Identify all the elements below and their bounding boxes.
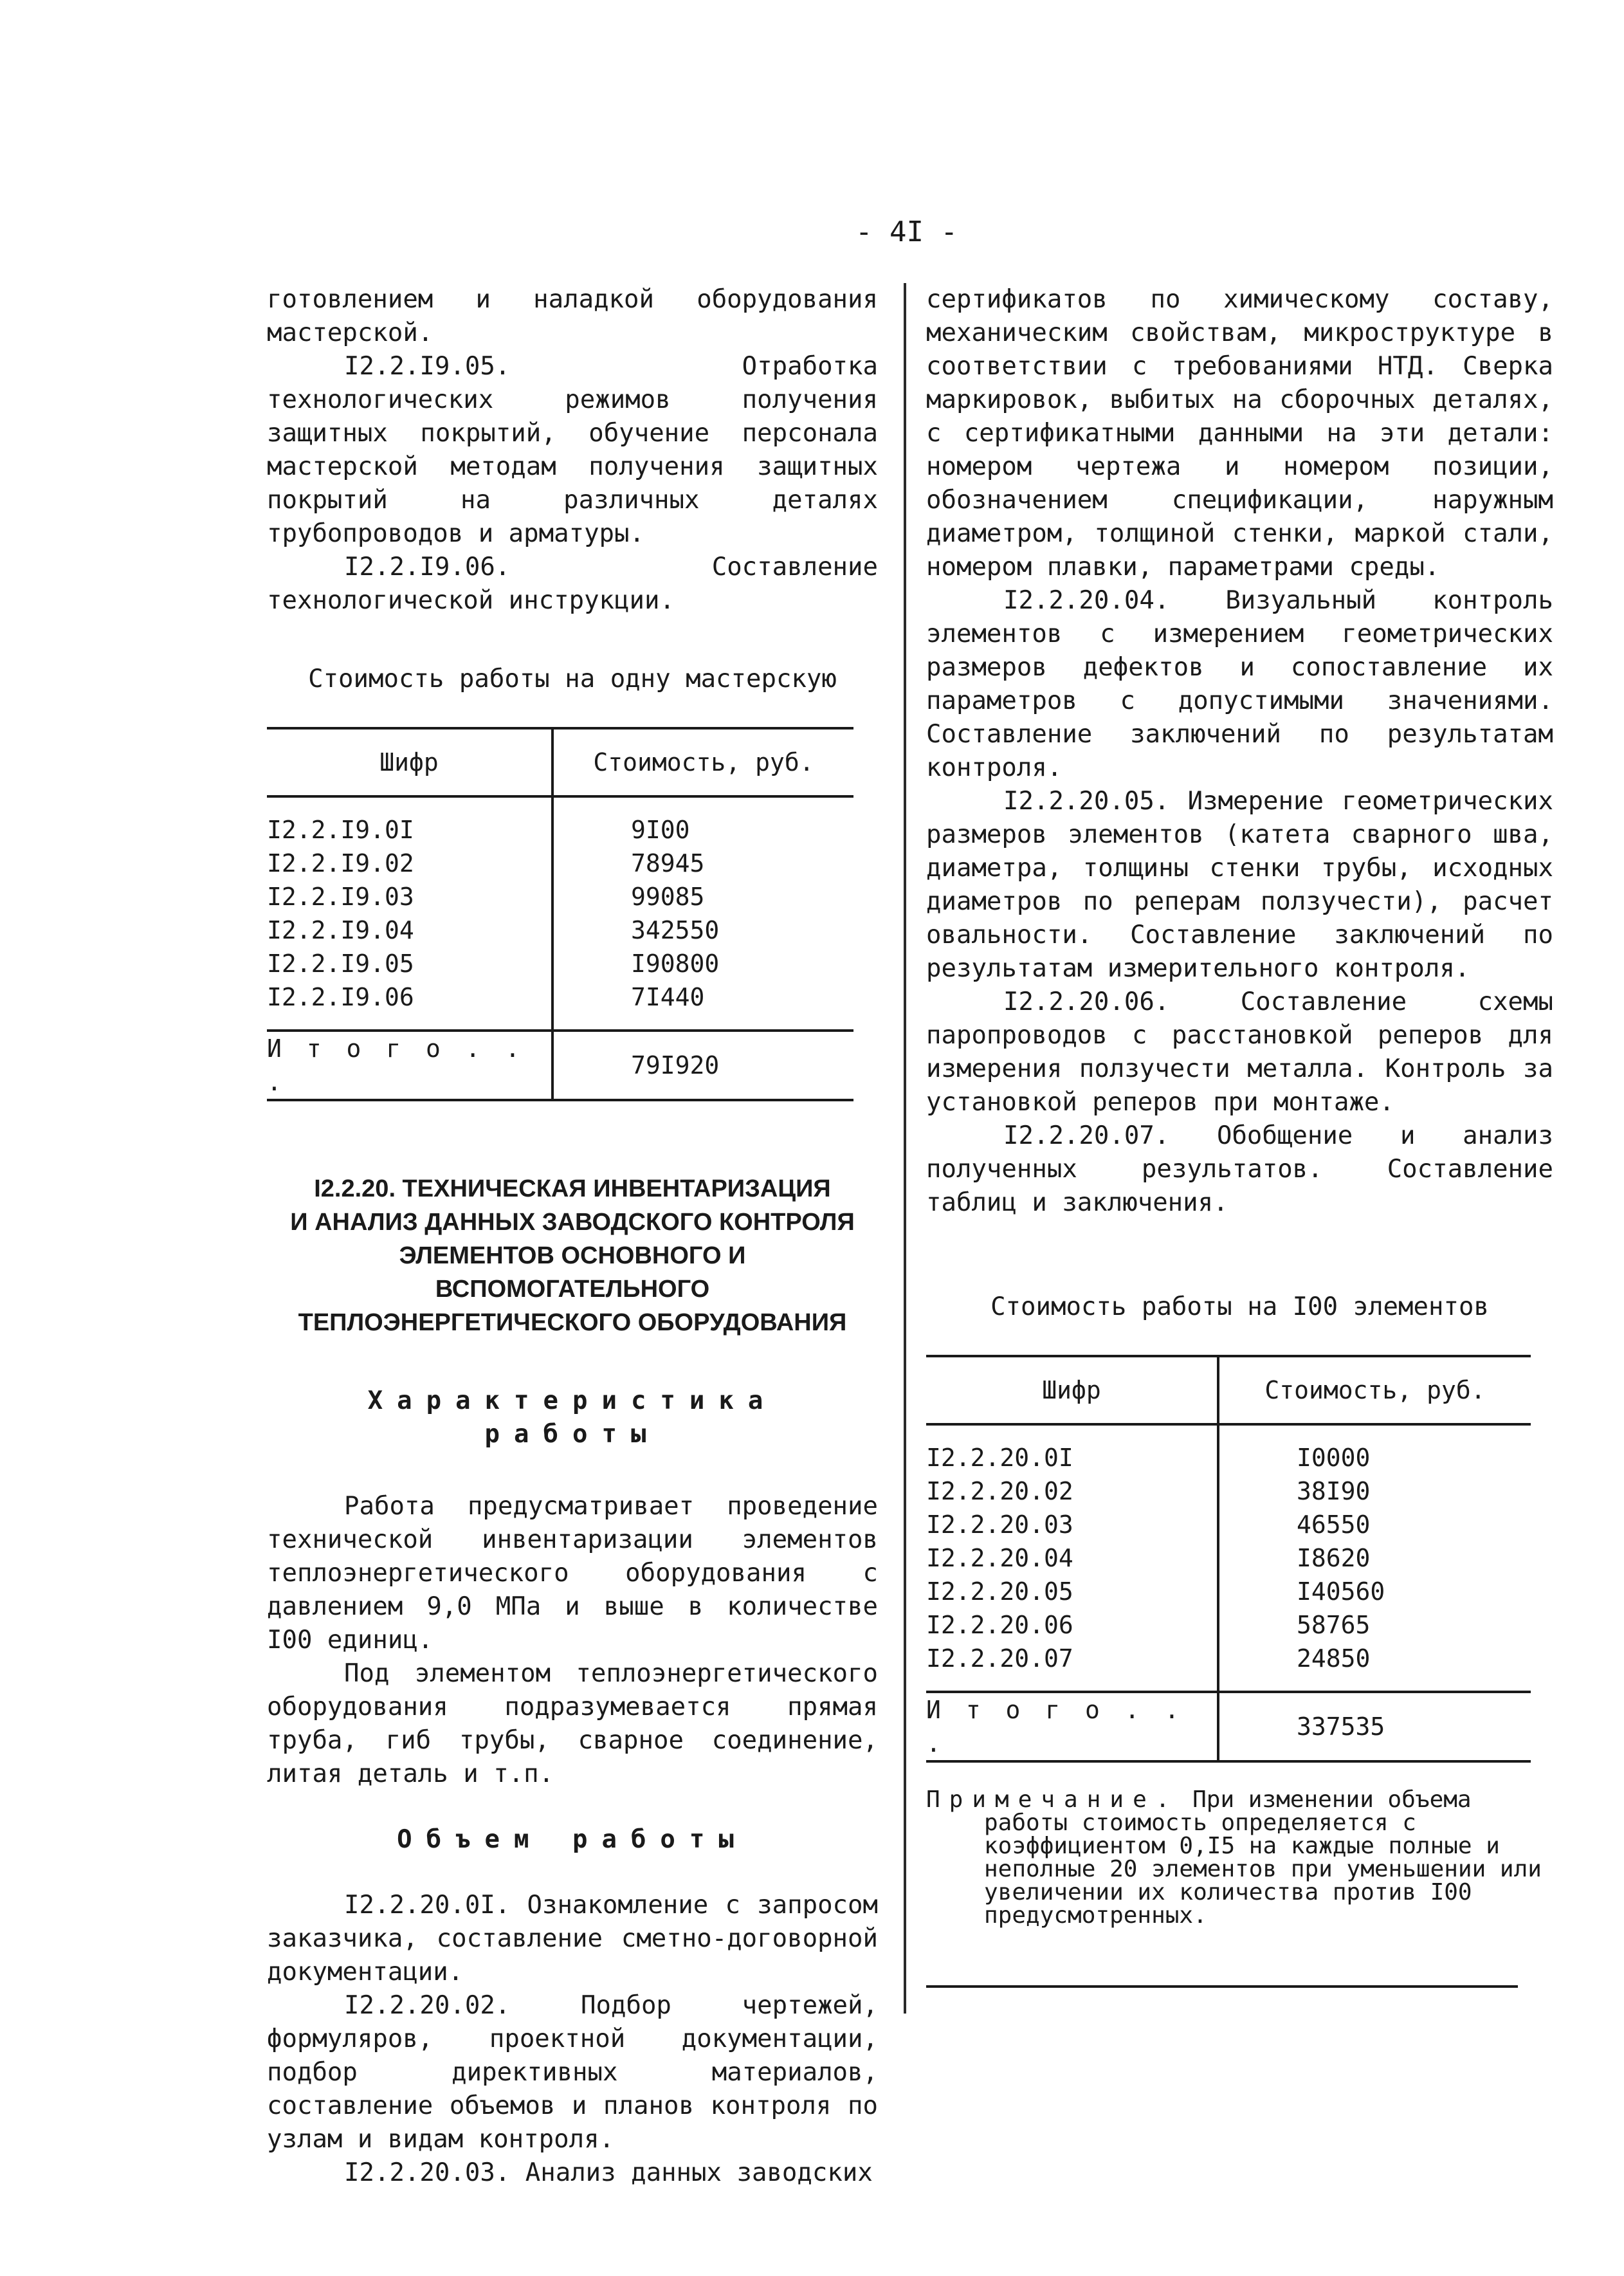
- table-caption: Стоимость работы на I00 элементов: [990, 1292, 1489, 1321]
- table-total-label: И т о г о . . .: [926, 1692, 1218, 1761]
- table-row: [926, 1474, 1531, 1508]
- table-row: [267, 847, 853, 880]
- paragraph: I2.2.20.07. Обобщение и анализ полученных результатов. Составление таблиц и заключения.: [926, 1121, 1553, 1217]
- paragraph: Под элементом теплоэнергетического оборудования подразумевается прямая труба, гиб трубы, сварное соединение, литая деталь и т.п.: [267, 1659, 878, 1788]
- paragraph: I2.2.I9.05. Отработка технологических режимов получения защитных покрытий, обучение персонала мастерской методам получения защитных покрытий на различных деталях трубопроводов и арматуры.: [267, 352, 878, 548]
- table-cell-code: I2.2.I9.0I: [267, 816, 414, 844]
- cost-table-workshop: [267, 727, 853, 1101]
- section-heading-line: ТЕПЛОЭНЕРГЕТИЧЕСКОГО ОБОРУДОВАНИЯ: [298, 1309, 847, 1336]
- table-cell-code: I2.2.20.03: [926, 1510, 1073, 1539]
- section-heading-line: И АНАЛИЗ ДАННЫХ ЗАВОДСКОГО КОНТРОЛЯ: [290, 1209, 855, 1236]
- cost-table-elements: [926, 1355, 1531, 1763]
- table-caption: Стоимость работы на одну мастерскую: [308, 665, 837, 693]
- section-heading-line: I2.2.20. ТЕХНИЧЕСКАЯ ИНВЕНТАРИЗАЦИЯ: [314, 1175, 831, 1202]
- table-cell-code: I2.2.I9.05: [267, 950, 414, 978]
- closing-rule: [926, 1985, 1518, 1988]
- paragraph: I2.2.20.06. Составление схемы паропроводов с расстановкой реперов для измерения ползучести металла. Контроль за установкой реперов при монтаже.: [926, 987, 1553, 1117]
- table-cell-cost: 9I00: [552, 796, 853, 847]
- table-total-value: 79I920: [552, 1031, 853, 1100]
- table-cell-code: I2.2.20.07: [926, 1644, 1073, 1673]
- table-cell-cost: 7I440: [552, 980, 853, 1031]
- table-row: [267, 913, 853, 947]
- table-cell-cost: 38I90: [1218, 1474, 1531, 1508]
- table-cell-code: I2.2.I9.06: [267, 983, 414, 1011]
- paragraph: I2.2.20.05. Измерение геометрических размеров элементов (катета сварного шва, диаметра, толщины стенки трубы, исходных диаметров по реперам ползучести), расчет овальности. Составление заключений по результатам измерительного контроля.: [926, 787, 1553, 983]
- subheading-volume: Объем работы: [397, 1825, 748, 1854]
- table-cell-cost: 24850: [1218, 1642, 1531, 1692]
- paragraph: I2.2.I9.06. Составление технологической инструкции.: [267, 553, 878, 615]
- paragraph: I2.2.20.0I. Ознакомление с запросом заказчика, составление сметно-договорной документации.: [267, 1891, 878, 1987]
- table-cell-cost: I90800: [552, 947, 853, 980]
- table-cell-code: I2.2.20.02: [926, 1477, 1073, 1505]
- table-cell-cost: 58765: [1218, 1608, 1531, 1642]
- table-header-code: Шифр: [926, 1356, 1218, 1424]
- table-cell-cost: I8620: [1218, 1541, 1531, 1575]
- table-cell-code: I2.2.I9.03: [267, 883, 414, 911]
- table-header-cost: Стоимость, руб.: [552, 728, 853, 796]
- paragraph: Работа предусматривает проведение технической инвентаризации элементов теплоэнергетического оборудования с давлением 9,0 МПа и выше в количестве I00 единиц.: [267, 1492, 878, 1655]
- page-number: - 4I -: [855, 216, 958, 248]
- note-text: При изменении объема работы стоимость определяется с коэффициентом 0,I5 на каждые полные и неполные 20 элементов при уменьшении или увеличении их количества против I00 предусмотренных.: [984, 1786, 1542, 1929]
- note: [926, 1788, 1553, 1927]
- section-heading-line: ЭЛЕМЕНТОВ ОСНОВНОГО И ВСПОМОГАТЕЛЬНОГО: [399, 1242, 746, 1303]
- table-row: [926, 1575, 1531, 1608]
- right-column: [926, 283, 1553, 1988]
- table-cell-code: I2.2.I9.02: [267, 849, 414, 877]
- table-row: [926, 1424, 1531, 1474]
- table-cell-cost: 46550: [1218, 1508, 1531, 1541]
- table-row: [926, 1642, 1531, 1692]
- table-total-label: И т о г о . . .: [267, 1031, 552, 1100]
- table-cell-code: I2.2.20.04: [926, 1544, 1073, 1572]
- table-row: [267, 980, 853, 1031]
- table-row: [267, 796, 853, 847]
- note-body: [926, 1788, 1553, 1927]
- column-divider: [904, 283, 906, 2014]
- table-row: [926, 1608, 1531, 1642]
- subheading-work: работы: [484, 1420, 661, 1449]
- table-row: [267, 880, 853, 913]
- subheading-characteristic: Характеристика: [367, 1386, 778, 1415]
- table-cell-code: I2.2.20.06: [926, 1611, 1073, 1639]
- paragraph: сертификатов по химическому составу, механическим свойствам, микроструктуре в соответствии с требованиями НТД. Сверка маркировок, выбитых на сборочных деталях, с сертификатными данными на эти детали: номером чертежа и номером позиции, обозначением спецификации, наружным диаметром, толщиной стенки, маркой стали, номером плавки, параметрами среды.: [926, 285, 1553, 582]
- note-label: Примечание.: [926, 1786, 1179, 1813]
- table-cell-cost: 99085: [552, 880, 853, 913]
- paragraph: I2.2.20.04. Визуальный контроль элементов с измерением геометрических размеров дефектов и сопоставление их параметров с допустимыми значениями. Составление заключений по результатам контроля.: [926, 586, 1553, 782]
- table-row: [926, 1541, 1531, 1575]
- table-total-row: [267, 1031, 853, 1100]
- section-heading: [267, 1172, 878, 1339]
- table-total-value: 337535: [1218, 1692, 1531, 1761]
- left-column: [267, 283, 878, 2190]
- table-cell-cost: I40560: [1218, 1575, 1531, 1608]
- paragraph: I2.2.20.03. Анализ данных заводских: [344, 2158, 873, 2187]
- paragraph: готовлением и наладкой оборудования мастерской.: [267, 285, 878, 347]
- paragraph: I2.2.20.02. Подбор чертежей, формуляров, проектной документации, подбор директивных материалов, составление объемов и планов контроля по узлам и видам контроля.: [267, 1991, 878, 2154]
- table-total-row: [926, 1692, 1531, 1761]
- table-header-code: Шифр: [267, 728, 552, 796]
- table-cell-cost: 342550: [552, 913, 853, 947]
- table-cell-cost: 78945: [552, 847, 853, 880]
- table-row: [267, 947, 853, 980]
- table-cell-code: I2.2.I9.04: [267, 916, 414, 944]
- table-cell-cost: I0000: [1218, 1424, 1531, 1474]
- table-cell-code: I2.2.20.05: [926, 1577, 1073, 1606]
- table-header-cost: Стоимость, руб.: [1218, 1356, 1531, 1424]
- table-row: [926, 1508, 1531, 1541]
- table-cell-code: I2.2.20.0I: [926, 1444, 1073, 1472]
